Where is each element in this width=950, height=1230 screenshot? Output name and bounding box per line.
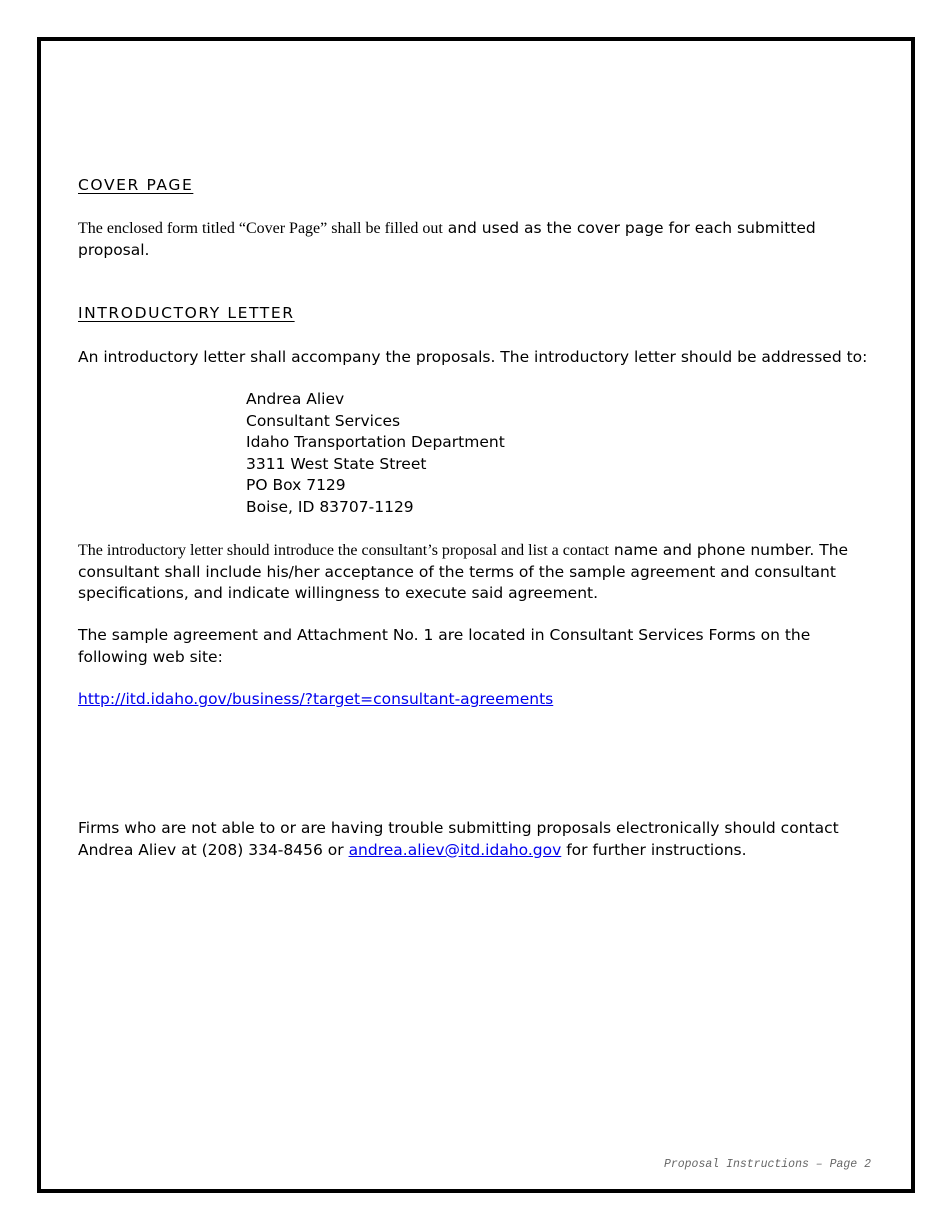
introductory-letter-text: name and phone number. The consultant shall include his/her acceptance of the terms of the sample agreement and consultant specifications, and indicate willingness to execute said agreement. (78, 541, 849, 602)
consultant-agreements-link[interactable]: http://itd.idaho.gov/business/?target=consultant-agreements (78, 690, 554, 708)
address-line: Andrea Aliev (246, 390, 345, 408)
sample-agreement-paragraph: The sample agreement and Attachment No. 1 are located in Consultant Services Forms on the following web site: (78, 626, 811, 666)
cover-page-paragraph (78, 218, 878, 261)
mailing-address (246, 389, 505, 518)
address-line: Consultant Services (246, 411, 401, 430)
cover-page-text-serif: The enclosed form titled “Cover Page” shall be filled out (78, 220, 443, 237)
website-paragraph (78, 689, 878, 711)
introductory-letter-body (78, 540, 878, 605)
contact-email-link[interactable]: andrea.aliev@itd.idaho.gov (348, 840, 562, 859)
page-border (37, 37, 915, 1193)
address-line: PO Box 7129 (246, 476, 346, 494)
contact-text-end: for further instructions. (561, 840, 747, 859)
address-line: 3311 West State Street (246, 454, 427, 473)
contact-paragraph (78, 818, 878, 861)
page-footer: Proposal Instructions – Page 2 (663, 1158, 871, 1171)
address-line: Idaho Transportation Department (246, 433, 505, 451)
introductory-letter-intro: An introductory letter shall accompany the proposals. The introductory letter should be addressed to: (78, 348, 868, 366)
introductory-letter-text-serif: The introductory letter should introduce the consultant’s proposal and list a contact (78, 542, 609, 559)
introductory-letter-heading: INTRODUCTORY LETTER (78, 304, 295, 322)
cover-page-heading: COVER PAGE (78, 176, 194, 194)
contact-text: Firms who are not able to or are having trouble submitting proposals electronically should contact Andrea Aliev at (208) 334-8456 or (78, 819, 839, 859)
cover-page-text: and used as the cover page for each submitted proposal. (78, 219, 816, 259)
address-line: Boise, ID 83707-1129 (246, 497, 414, 516)
